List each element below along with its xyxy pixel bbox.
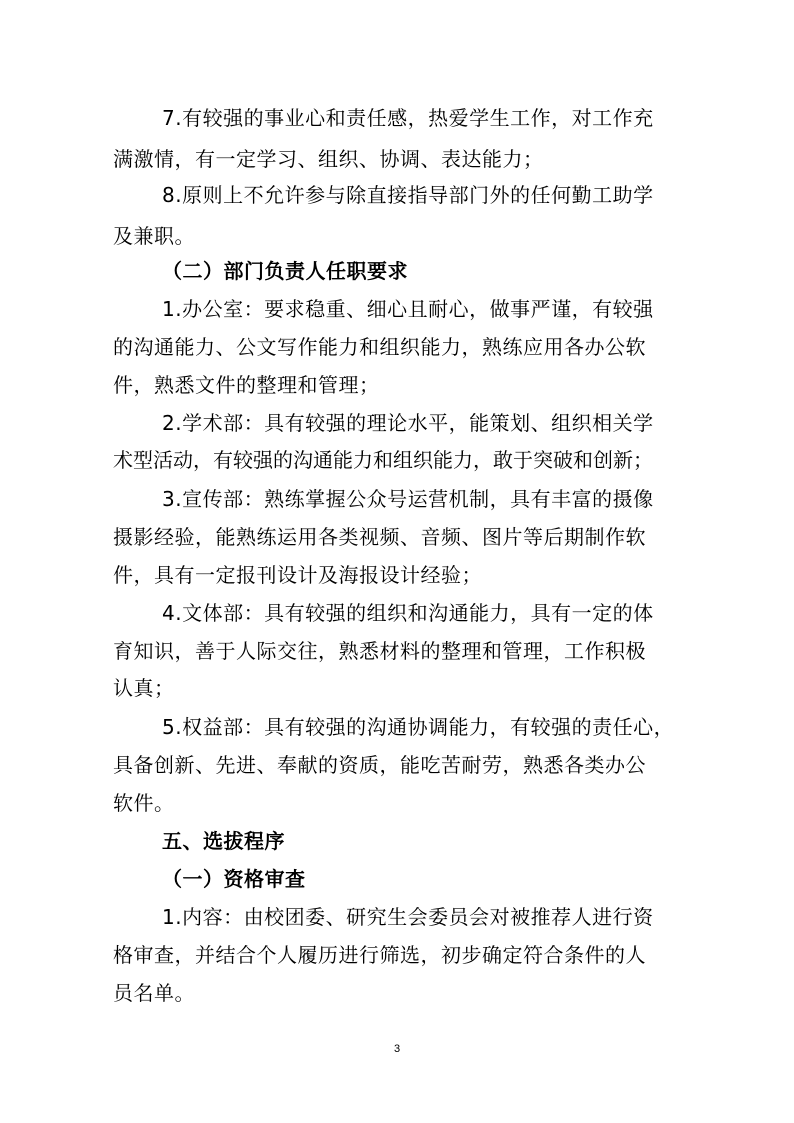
paragraph-line: 件，熟悉文件的整理和管理； <box>113 373 380 397</box>
paragraph-line: 具备创新、先进、奉献的资质，能吃苦耐劳，熟悉各类办公 <box>113 753 646 777</box>
paragraph-line: 满激情，有一定学习、组织、协调、表达能力； <box>113 147 544 171</box>
paragraph-line: 育知识，善于人际交往，熟悉材料的整理和管理，工作积极 <box>113 639 646 663</box>
paragraph-line: 术型活动，有较强的沟通能力和组织能力，敢于突破和创新； <box>113 448 653 472</box>
paragraph-line: 的沟通能力、公文写作能力和组织能力，熟练应用各办公软 <box>113 335 646 359</box>
section-heading: 五、选拔程序 <box>162 829 285 853</box>
paragraph-line: 及兼职。 <box>113 224 195 248</box>
paragraph-line: 5.权益部：具有较强的沟通协调能力，有较强的责任心， <box>162 715 675 739</box>
paragraph-line: 1.办公室：要求稳重、细心且耐心，做事严谨，有较强 <box>162 297 654 321</box>
paragraph-line: 8.原则上不允许参与除直接指导部门外的任何勤工助学 <box>162 183 654 207</box>
subsection-heading: （二）部门负责人任职要求 <box>162 259 408 283</box>
paragraph-line: 格审查，并结合个人履历进行筛选，初步确定符合条件的人 <box>113 943 646 967</box>
paragraph-line: 3.宣传部：熟练掌握公众号运营机制，具有丰富的摄像 <box>162 487 654 511</box>
paragraph-line: 员名单。 <box>113 981 195 1005</box>
page-number: 3 <box>393 1043 401 1055</box>
paragraph-line: 1.内容：由校团委、研究生会委员会对被推荐人进行资 <box>162 905 654 929</box>
paragraph-line: 摄影经验，能熟练运用各类视频、音频、图片等后期制作软 <box>113 525 646 549</box>
paragraph-line: 软件。 <box>113 791 175 815</box>
subsection-heading: （一）资格审查 <box>162 867 306 891</box>
paragraph-line: 2.学术部：具有较强的理论水平，能策划、组织相关学 <box>162 411 654 435</box>
paragraph-line: 件，具有一定报刊设计及海报设计经验； <box>113 563 482 587</box>
paragraph-line: 4.文体部：具有较强的组织和沟通能力，具有一定的体 <box>162 601 654 625</box>
paragraph-line: 认真； <box>113 676 175 700</box>
paragraph-line: 7.有较强的事业心和责任感，热爱学生工作，对工作充 <box>162 106 654 130</box>
